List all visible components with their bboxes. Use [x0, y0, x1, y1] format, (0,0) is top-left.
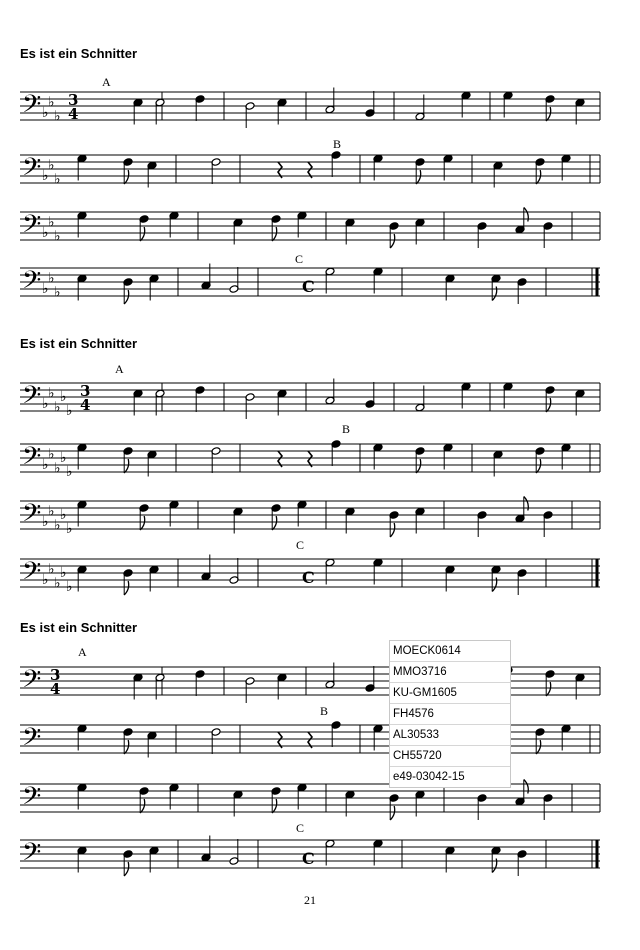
- svg-text:♭: ♭: [66, 521, 73, 537]
- svg-text:4: 4: [68, 105, 79, 123]
- piece-title: Es ist ein Schnitter: [20, 620, 138, 635]
- catalog-code: e49-03042-15: [390, 766, 510, 787]
- svg-text:♭: ♭: [60, 450, 67, 466]
- svg-text:♭: ♭: [66, 403, 73, 419]
- svg-text:♭: ♭: [54, 460, 61, 477]
- rehearsal-mark: B: [333, 137, 342, 151]
- svg-text:𝄢: 𝄢: [22, 210, 42, 245]
- catalog-code-list: [389, 640, 511, 788]
- music-staff: [20, 371, 600, 421]
- music-staff: [20, 432, 600, 482]
- svg-text:♭: ♭: [54, 284, 61, 301]
- svg-text:♭: ♭: [66, 464, 73, 480]
- svg-text:𝄢: 𝄢: [22, 557, 42, 592]
- svg-text:𝄢: 𝄢: [22, 90, 42, 125]
- svg-text:3: 3: [50, 666, 61, 684]
- catalog-code: AL30533: [390, 724, 510, 745]
- rehearsal-mark: C: [296, 821, 305, 835]
- music-staff: [20, 143, 600, 193]
- svg-text:♭: ♭: [60, 389, 67, 405]
- svg-text:♭: ♭: [60, 507, 67, 523]
- svg-text:♭: ♭: [54, 575, 61, 592]
- svg-text:♭: ♭: [66, 579, 73, 595]
- svg-text:C: C: [302, 849, 315, 868]
- svg-text:3: 3: [68, 91, 79, 109]
- svg-text:𝄢: 𝄢: [22, 381, 42, 416]
- music-staff: [20, 713, 600, 763]
- svg-text:𝄢: 𝄢: [22, 266, 42, 301]
- svg-text:♭: ♭: [42, 396, 49, 412]
- svg-text:C: C: [302, 568, 315, 587]
- rehearsal-mark: C: [296, 538, 305, 552]
- svg-text:♭: ♭: [48, 561, 55, 578]
- svg-text:♭: ♭: [54, 228, 61, 245]
- catalog-code: MOECK0614: [393, 645, 461, 657]
- svg-text:♭: ♭: [48, 270, 55, 287]
- svg-text:♭: ♭: [60, 565, 67, 581]
- svg-text:♭: ♭: [54, 517, 61, 534]
- svg-text:𝄢: 𝄢: [22, 723, 42, 758]
- svg-text:♭: ♭: [54, 171, 61, 188]
- music-staff: [20, 256, 600, 306]
- rehearsal-mark: B: [320, 704, 329, 718]
- svg-text:𝄢: 𝄢: [22, 499, 42, 534]
- svg-text:𝄢: 𝄢: [22, 665, 42, 700]
- catalog-code: KU-GM1605: [390, 682, 510, 703]
- svg-text:♭: ♭: [42, 281, 49, 297]
- svg-text:♭: ♭: [54, 399, 61, 416]
- svg-text:4: 4: [80, 396, 91, 414]
- svg-text:♭: ♭: [48, 385, 55, 402]
- catalog-code: CH55720: [390, 745, 510, 766]
- svg-text:C: C: [302, 277, 315, 296]
- svg-text:♭: ♭: [42, 225, 49, 241]
- svg-text:♭: ♭: [42, 514, 49, 530]
- svg-text:♭: ♭: [48, 157, 55, 174]
- music-staff: [20, 772, 600, 822]
- music-staff: [20, 200, 600, 250]
- svg-text:3: 3: [80, 382, 91, 400]
- rehearsal-mark: A: [78, 645, 87, 659]
- svg-text:4: 4: [50, 680, 61, 698]
- svg-text:♭: ♭: [42, 105, 49, 121]
- music-staff: [20, 655, 600, 705]
- music-staff: [20, 547, 600, 597]
- svg-text:♭: ♭: [42, 572, 49, 588]
- rehearsal-mark: C: [295, 252, 304, 266]
- svg-text:♭: ♭: [48, 446, 55, 463]
- rehearsal-mark: A: [102, 75, 111, 89]
- svg-text:♭: ♭: [48, 503, 55, 520]
- svg-text:♭: ♭: [42, 457, 49, 473]
- catalog-code: MMO3716: [390, 661, 510, 682]
- piece-title: Es ist ein Schnitter: [20, 336, 138, 351]
- svg-text:𝄢: 𝄢: [22, 153, 42, 188]
- svg-text:♭: ♭: [54, 108, 61, 125]
- rehearsal-mark: A: [115, 362, 124, 376]
- svg-text:♭: ♭: [48, 94, 55, 111]
- svg-text:♭: ♭: [42, 168, 49, 184]
- music-staff: [20, 828, 600, 878]
- svg-text:𝄢: 𝄢: [22, 838, 42, 873]
- svg-text:♭: ♭: [48, 214, 55, 231]
- page-number: 21: [304, 893, 316, 907]
- catalog-code: FH4576: [390, 703, 510, 724]
- piece-title: Es ist ein Schnitter: [20, 46, 138, 61]
- svg-text:𝄢: 𝄢: [22, 442, 42, 477]
- music-staff: [20, 489, 600, 539]
- rehearsal-mark: B: [342, 422, 351, 436]
- svg-text:𝄢: 𝄢: [22, 782, 42, 817]
